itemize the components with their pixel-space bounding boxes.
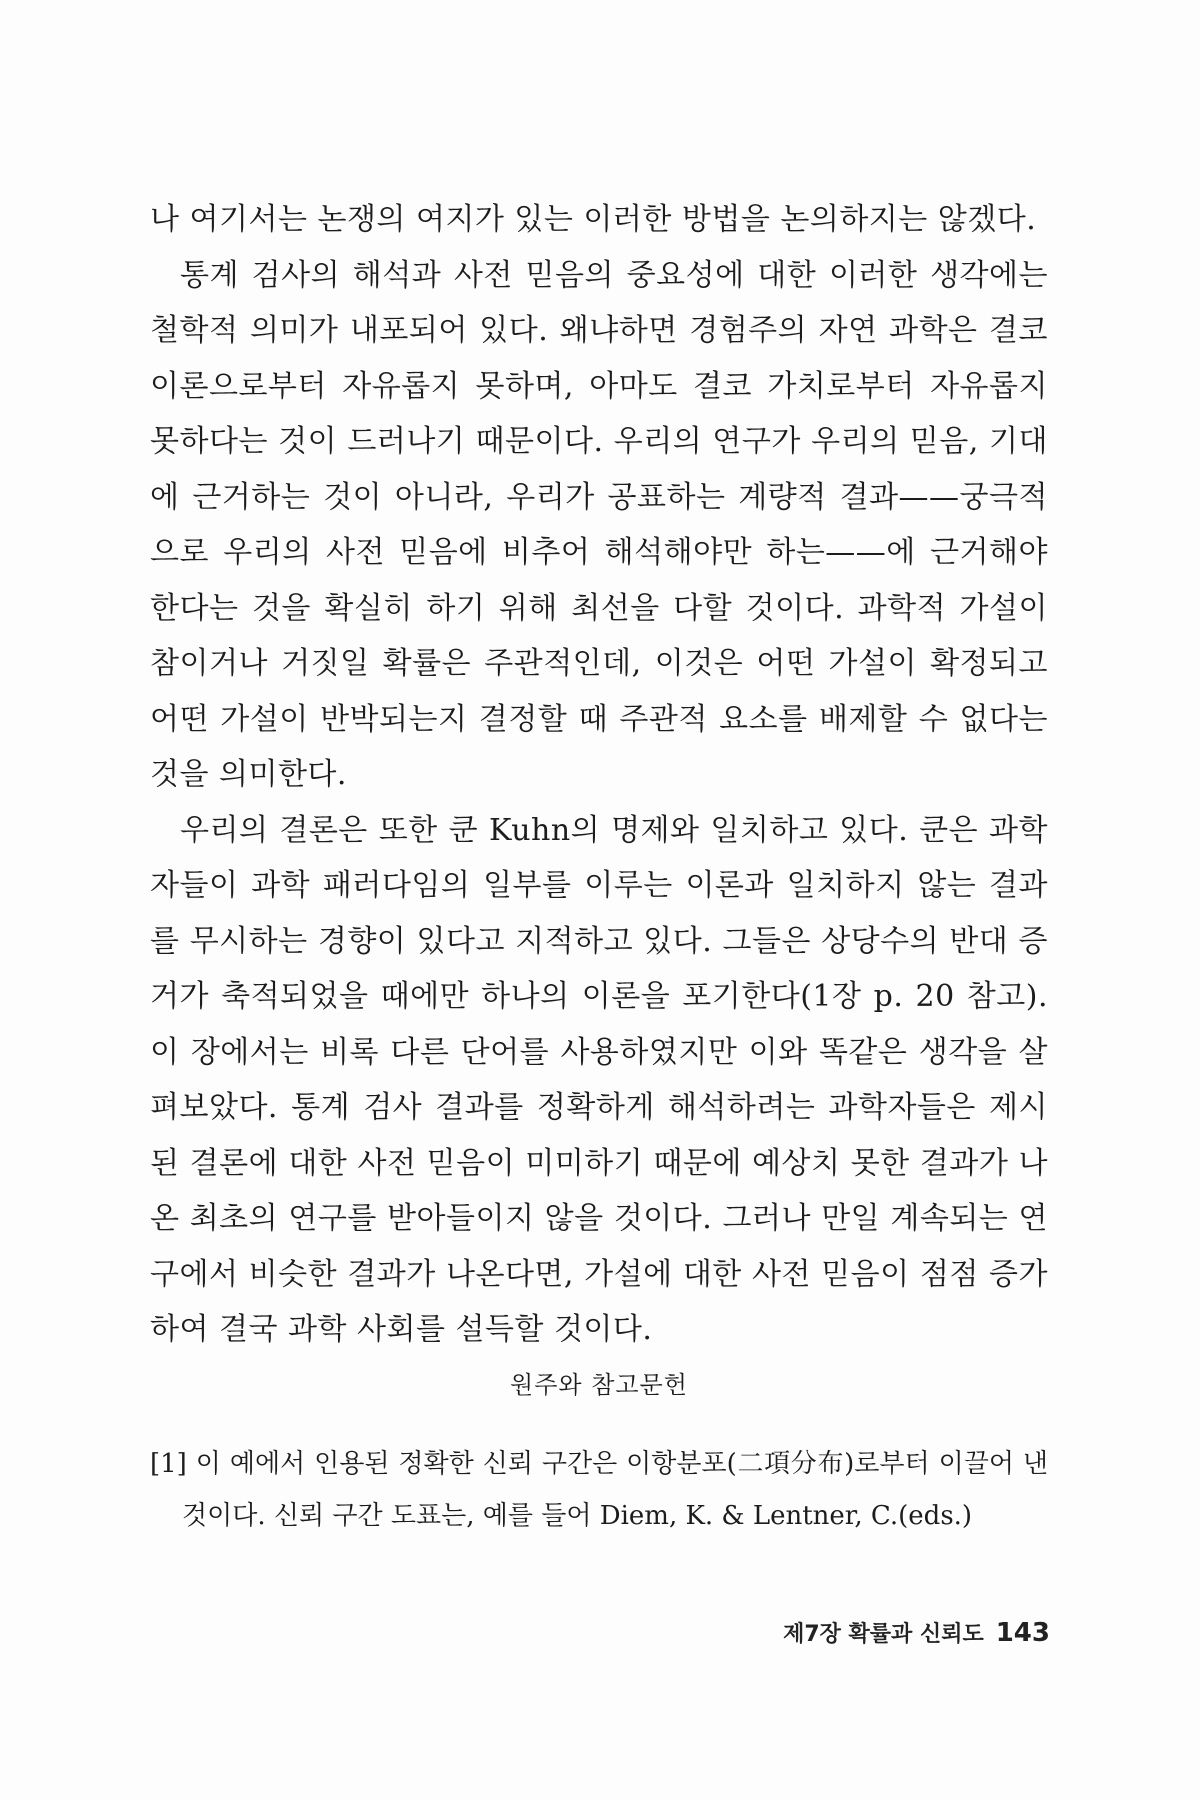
section-heading: 원주와 참고문헌 (510, 1371, 688, 1399)
page-footer (783, 1617, 1050, 1648)
paragraph: 나 여기서는 논쟁의 여지가 있는 이러한 방법을 논의하지는 않겠다. (150, 202, 1037, 237)
body-text (150, 192, 1048, 1358)
page-number: 143 (995, 1618, 1050, 1648)
chapter-title: 제7장 확률과 신뢰도 (783, 1622, 984, 1647)
footnote: [1] 이 예에서 인용된 정확한 신뢰 구간은 이항분포(二項分布)로부터 이끌어 낸 것이다. 신뢰 구간 도표는, 예를 들어 Diem, K. & Lentner, C.(eds.) (150, 1449, 1048, 1531)
paragraph: 우리의 결론은 또한 쿤 Kuhn의 명제와 일치하고 있다. 쿤은 과학자들이 과학 패러다임의 일부를 이루는 이론과 일치하지 않는 결과를 무시하는 경향이 있다고 지적하고 있다. 그들은 상당수의 반대 증거가 축적되었을 때에만 하나의 이론을 포기한다(1장 p. 20 참고). 이 장에서는 비록 다른 단어를 사용하였지만 이와 똑같은 생각을 살펴보았다. 통계 검사 결과를 정확하게 해석하려는 과학자들은 제시된 결론에 대한 사전 믿음이 미미하기 때문에 예상치 못한 결과가 나온 최초의 연구를 받아들이지 않을 것이다. 그러나 만일 계속되는 연구에서 비슷한 결과가 나온다면, 가설에 대한 사전 믿음이 점점 증가하여 결국 과학 사회를 설득할 것이다. (150, 812, 1048, 1347)
paragraph: 통계 검사의 해석과 사전 믿음의 중요성에 대한 이러한 생각에는 철학적 의미가 내포되어 있다. 왜냐하면 경험주의 자연 과학은 결코 이론으로부터 자유롭지 못하며, 아마도 결코 가치로부터 자유롭지 못하다는 것이 드러나기 때문이다. 우리의 연구가 우리의 믿음, 기대에 근거하는 것이 아니라, 우리가 공표하는 계량적 결과——궁극적으로 우리의 사전 믿음에 비추어 해석해야만 하는——에 근거해야 한다는 것을 확실히 하기 위해 최선을 다할 것이다. 과학적 가설이 참이거나 거짓일 확률은 주관적인데, 이것은 어떤 가설이 확정되고 어떤 가설이 반박되는지 결정할 때 주관적 요소를 배제할 수 없다는 것을 의미한다. (150, 257, 1048, 792)
